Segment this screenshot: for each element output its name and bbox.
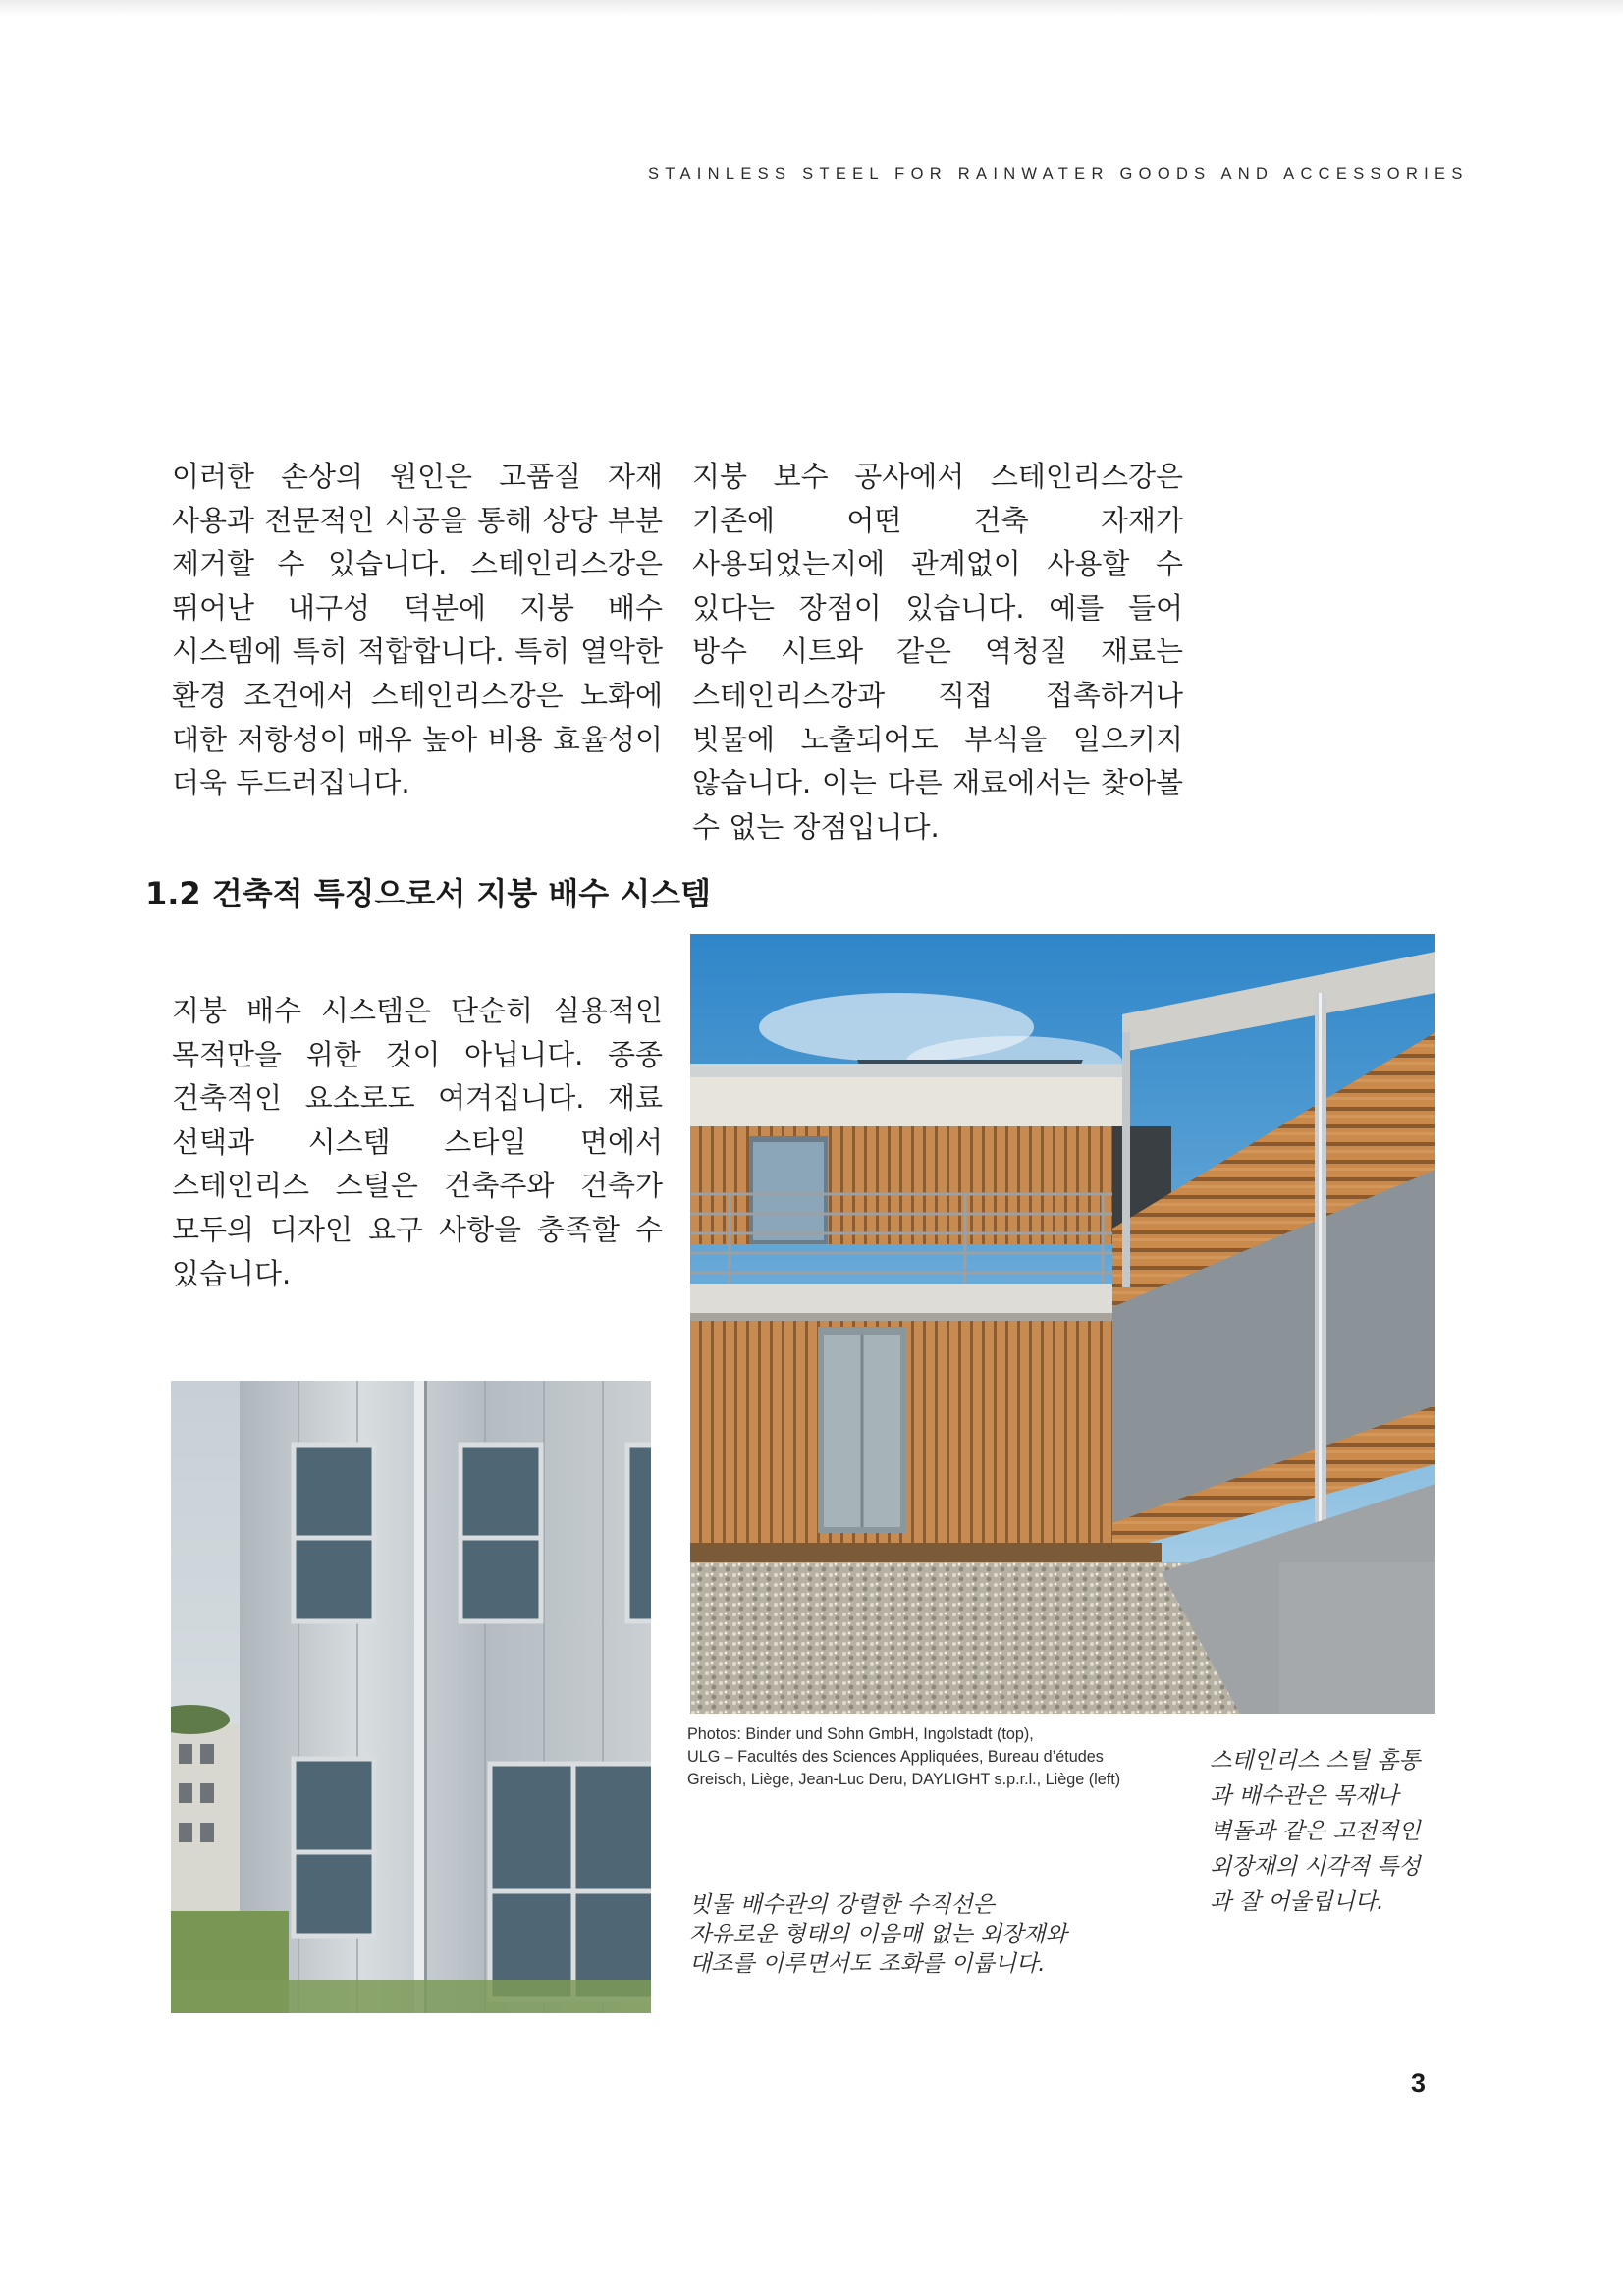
photo-wooden-building [690, 934, 1435, 1714]
photo-steel-facade-image [171, 1381, 651, 2013]
caption-line: 대조를 이루면서도 조화를 이룹니다. [689, 1951, 1046, 1977]
photo-wooden-building-image [690, 934, 1435, 1714]
photo-credit-line: Greisch, Liège, Jean-Luc Deru, DAYLIGHT s.p.r.l., Liège (left) [687, 1771, 1121, 1788]
section-paragraph: 지붕 배수 시스템은 단순히 실용적인 목적만을 위한 것이 아닙니다. 종종 건축적인 요소로도 여겨집니다. 재료 선택과 시스템 스타일 면에서 스테인리스 스틸은 건축주와 건축가 모두의 디자인 요구 사항을 충족할 수 있습니다. [172, 994, 663, 1290]
caption-right [1210, 1743, 1445, 1920]
caption-line: 자유로운 형태의 이음매 없는 외장재와 [689, 1922, 1067, 1947]
photo-steel-facade [171, 1381, 651, 2013]
page-top-edge [0, 0, 1623, 16]
caption-middle [689, 1890, 1141, 1979]
intro-left-paragraph: 이러한 손상의 원인은 고품질 자재 사용과 전문적인 시공을 통해 상당 부분 제거할 수 있습니다. 스테인리스강은 뛰어난 내구성 덕분에 지붕 배수 시스템에 특히 적합합니다. 특히 열악한 환경 조건에서 스테인리스강은 노화에 대한 저항성이 매우 높아 비용 효율성이 더욱 두드러집니다. [172, 460, 663, 800]
photo-credit-line: Photos: Binder und Sohn GmbH, Ingolstadt (top), [687, 1725, 1034, 1743]
caption-line: 외장재의 시각적 특성 [1210, 1854, 1421, 1880]
running-header: STAINLESS STEEL FOR RAINWATER GOODS AND ACCESSORIES [648, 165, 1469, 183]
section-heading: 1.2 건축적 특징으로서 지붕 배수 시스템 [145, 875, 712, 912]
caption-line: 빗물 배수관의 강렬한 수직선은 [689, 1892, 995, 1918]
page-number: 3 [1411, 2068, 1427, 2098]
intro-right-paragraph: 지붕 보수 공사에서 스테인리스강은 기존에 어떤 건축 자재가 사용되었는지에 관계없이 사용할 수 있다는 장점이 있습니다. 예를 들어 방수 시트와 같은 역청질 재료는 스테인리스강과 직접 접촉하거나 빗물에 노출되어도 부식을 일으키지 않습니다. 이는 다른 재료에서는 찾아볼 수 없는 장점입니다. [692, 460, 1183, 844]
caption-line: 과 배수관은 목재나 [1210, 1783, 1399, 1809]
caption-line: 벽돌과 같은 고전적인 [1210, 1819, 1421, 1844]
photo-credit-line: ULG – Facultés des Sciences Appliquées, Bureau d’études [687, 1748, 1104, 1766]
caption-line: 스테인리스 스틸 홈통 [1210, 1748, 1421, 1774]
photo-credits [687, 1723, 1178, 1791]
caption-line: 과 잘 어울립니다. [1210, 1889, 1384, 1915]
